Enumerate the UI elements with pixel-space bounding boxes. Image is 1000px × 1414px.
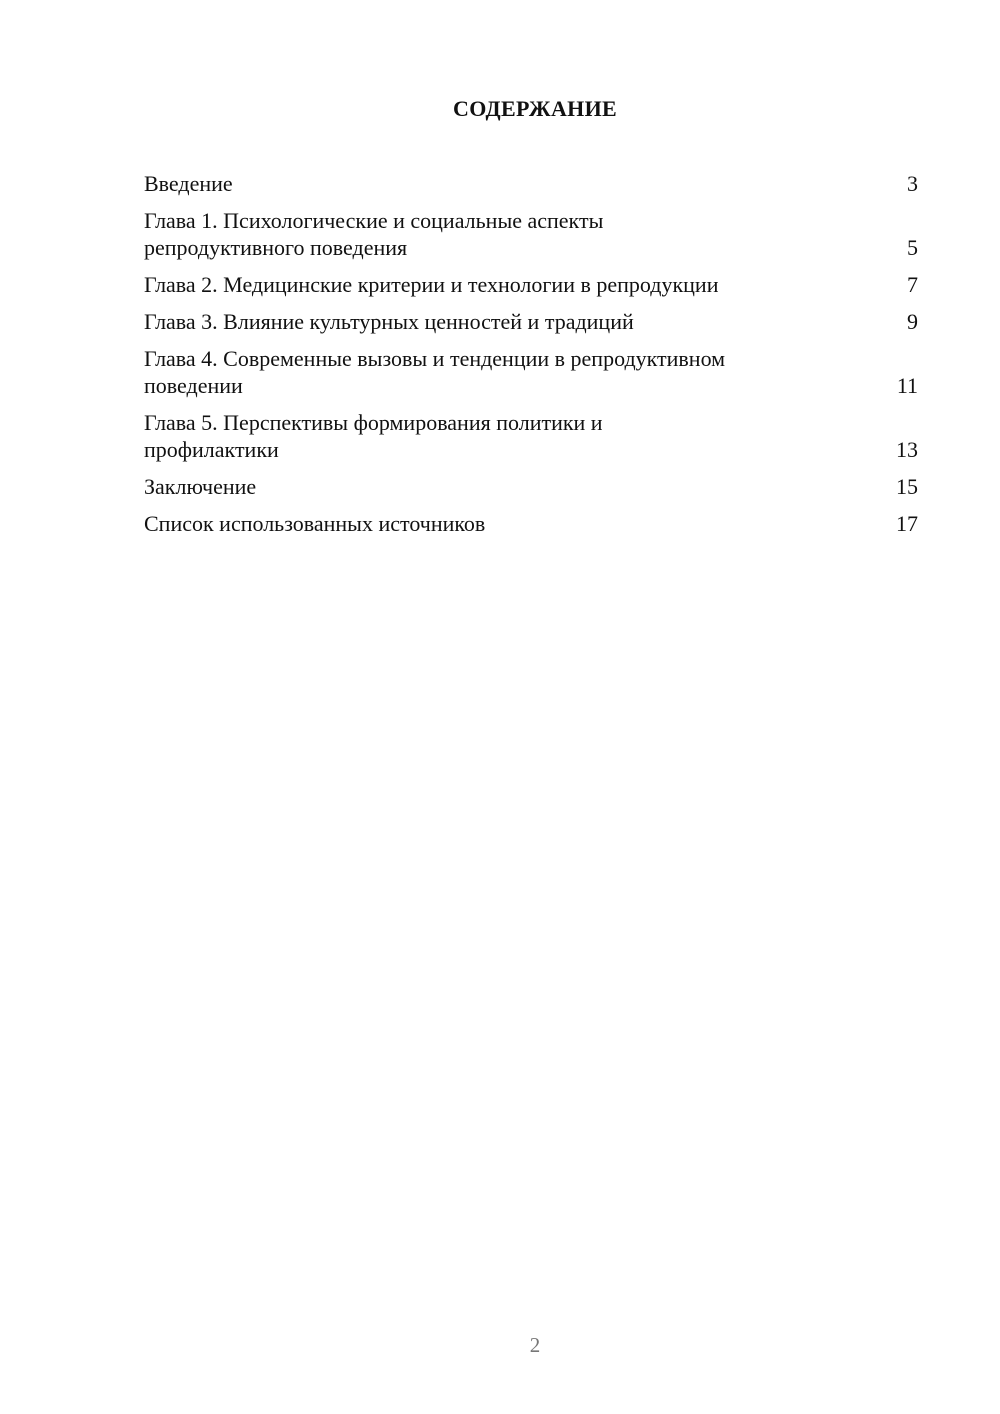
toc-entry-chapter-2[interactable] (144, 271, 918, 298)
toc-entry-title (144, 473, 896, 500)
toc-entry-title-line: Глава 5. Перспективы формирования политики и (144, 410, 603, 435)
toc-entry-chapter-1[interactable] (144, 207, 918, 261)
toc-entry-title (144, 510, 896, 537)
toc-entry-title (144, 207, 907, 261)
toc-entry-title-line: Глава 3. Влияние культурных ценностей и традиций (144, 309, 634, 334)
toc-entry-chapter-3[interactable] (144, 308, 918, 335)
toc-entry-page: 9 (907, 309, 918, 334)
page-title: СОДЕРЖАНИЕ (453, 96, 617, 121)
toc-entry-title-line: Глава 2. Медицинские критерии и технологии в репродукции (144, 272, 719, 297)
toc-entry-title-line: поведении (144, 373, 243, 398)
toc-entry-page: 17 (896, 511, 918, 536)
toc-entry-references[interactable] (144, 510, 918, 537)
toc-entry-title-line: Глава 4. Современные вызовы и тенденции в репродуктивном (144, 346, 726, 371)
toc-entry-title (144, 271, 907, 298)
toc-entry-page: 15 (896, 474, 918, 499)
table-of-contents (144, 170, 918, 547)
toc-entry-title (144, 345, 897, 399)
page-number: 2 (529, 1333, 541, 1357)
toc-entry-page: 5 (907, 235, 918, 260)
toc-entry-title (144, 170, 907, 197)
toc-entry-page: 11 (896, 373, 918, 398)
toc-entry-title-line: репродуктивного поведения (144, 235, 408, 260)
toc-entry-title-line: Глава 1. Психологические и социальные аспекты (144, 208, 604, 233)
toc-entry-page: 3 (907, 171, 918, 196)
toc-entry-title-line: Введение (144, 171, 233, 196)
toc-entry-title-line: Список использованных источников (144, 511, 486, 536)
toc-entry-title (144, 409, 896, 463)
toc-entry-page: 13 (896, 437, 918, 462)
toc-entry-chapter-4[interactable] (144, 345, 918, 399)
toc-entry-page: 7 (907, 272, 918, 297)
toc-entry-conclusion[interactable] (144, 473, 918, 500)
toc-entry-title-line: Заключение (144, 474, 257, 499)
toc-entry-introduction[interactable] (144, 170, 918, 197)
toc-entry-title-line: профилактики (144, 437, 279, 462)
toc-entry-chapter-5[interactable] (144, 409, 918, 463)
toc-entry-title (144, 308, 907, 335)
